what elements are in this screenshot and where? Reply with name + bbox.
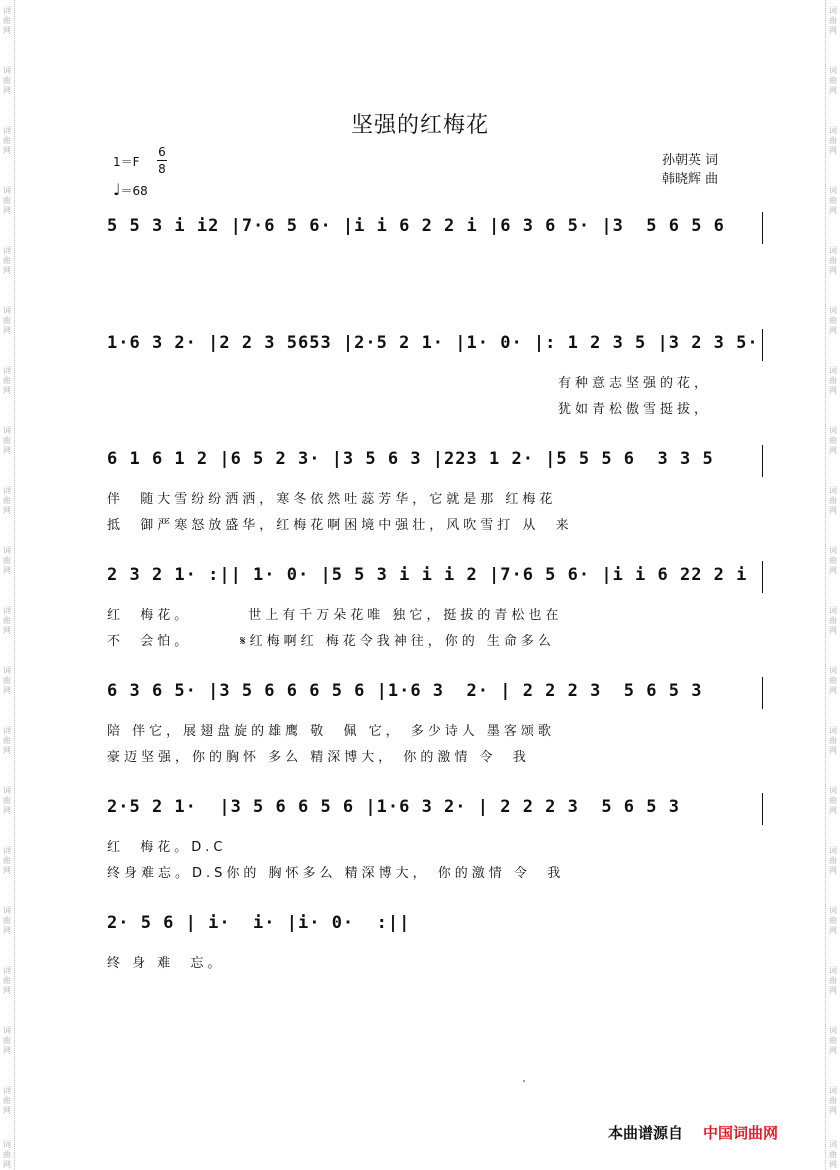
- watermark: 词曲网: [3, 666, 11, 695]
- watermark: 词曲网: [829, 786, 837, 815]
- watermark: 词曲网: [829, 246, 837, 275]
- lyric-line: 伴 随大雪纷纷洒洒，寒冬依然吐蕊芳华，它就是那 红梅花: [107, 492, 557, 507]
- watermark: 词曲网: [829, 186, 837, 215]
- notation-line: 1·6 3 2· |2 2 3 5653 |2·5 2 1· |1· 0· |: 1 2 3 5 |3 2 3 5·: [107, 333, 759, 353]
- site-brand-link[interactable]: 中国词曲网: [703, 1124, 779, 1142]
- source-label: 本曲谱源自: [608, 1124, 684, 1142]
- watermark: 词曲网: [3, 786, 11, 815]
- stray-dot: [523, 1080, 525, 1082]
- lyric-line: 红 梅花。D.C: [107, 840, 227, 855]
- watermark: 词曲网: [3, 846, 11, 875]
- watermark: 词曲网: [3, 966, 11, 995]
- watermark: 词曲网: [829, 426, 837, 455]
- barline: [762, 793, 763, 825]
- lyric-line: 终身难忘。D.S你的 胸怀多么 精深博大， 你的激情 令 我: [107, 866, 565, 881]
- lyric-line: 犹如青松傲雪挺拔，: [558, 402, 712, 417]
- notation-line: 6 1 6 1 2 |6 5 2 3· |3 5 6 3 |223 1 2· |5 5 5 6 3 3 5: [107, 449, 714, 469]
- watermark: 词曲网: [3, 186, 11, 215]
- time-signature: [157, 145, 167, 176]
- lyric-line: 红 梅花。 世上有千万朵花唯 独它，挺拔的青松也在: [107, 608, 563, 623]
- watermark: 词曲网: [829, 726, 837, 755]
- watermark: 词曲网: [3, 306, 11, 335]
- watermark: 词曲网: [3, 1140, 11, 1169]
- watermark: 词曲网: [829, 306, 837, 335]
- barline: [762, 445, 763, 477]
- watermark: 词曲网: [829, 966, 837, 995]
- lyric-line: 有种意志坚强的花，: [558, 376, 712, 391]
- watermark: 词曲网: [829, 366, 837, 395]
- lyric-line: 陪 伴它，展翅盘旋的雄鹰 敬 佩 它， 多少诗人 墨客颂歌: [107, 724, 555, 739]
- lyric-line: 终 身 难 忘。: [107, 956, 225, 971]
- notation-line: 2· 5 6 | i· i· |i· 0· :||: [107, 913, 411, 933]
- footer-source: [608, 1122, 778, 1143]
- watermark: 词曲网: [3, 486, 11, 515]
- watermark: 词曲网: [829, 486, 837, 515]
- lyricist-credit: 孙朝英 词: [662, 153, 719, 168]
- watermark: 词曲网: [829, 1140, 837, 1169]
- key-signature: 1＝F: [113, 155, 140, 169]
- tempo-marking: [113, 180, 148, 199]
- lyric-line: 不 会怕。 𝄋红梅啊红 梅花令我神往，你的 生命多么: [107, 634, 555, 649]
- composer-credit: 韩晓辉 曲: [662, 172, 719, 187]
- barline: [762, 677, 763, 709]
- watermark: 词曲网: [829, 546, 837, 575]
- notation-line: 5 5 3 i i2 |7·6 5 6· |i i 6 2 2 i |6 3 6 5· |3 5 6 5 6: [107, 216, 725, 236]
- left-margin-strip: [0, 0, 15, 1169]
- meter-top: 6: [158, 145, 166, 159]
- watermark: 词曲网: [3, 246, 11, 275]
- barline: [762, 561, 763, 593]
- watermark: 词曲网: [3, 66, 11, 95]
- song-title: 坚强的红梅花: [350, 113, 489, 138]
- meter-bottom: 8: [158, 162, 166, 176]
- barline: [762, 329, 763, 361]
- watermark: 词曲网: [3, 1086, 11, 1115]
- watermark: 词曲网: [829, 126, 837, 155]
- watermark: 词曲网: [829, 666, 837, 695]
- watermark: 词曲网: [829, 606, 837, 635]
- watermark: 词曲网: [829, 6, 837, 35]
- watermark: 词曲网: [829, 906, 837, 935]
- watermark: 词曲网: [3, 6, 11, 35]
- watermark: 词曲网: [3, 126, 11, 155]
- notation-line: 6 3 6 5· |3 5 6 6 6 5 6 |1·6 3 2· | 2 2 2 3 5 6 5 3: [107, 681, 703, 701]
- watermark: 词曲网: [829, 1086, 837, 1115]
- watermark: 词曲网: [829, 66, 837, 95]
- watermark: 词曲网: [3, 1026, 11, 1055]
- watermark: 词曲网: [3, 606, 11, 635]
- right-margin-strip: [825, 0, 840, 1169]
- notation-line: 2 3 2 1· :|| 1· 0· |5 5 3 i i i 2 |7·6 5 6· |i i 6 22 2 i: [107, 565, 748, 585]
- watermark: 词曲网: [3, 906, 11, 935]
- credits: [662, 151, 718, 189]
- tempo-value: ＝68: [120, 184, 148, 198]
- notation-line: 2·5 2 1· |3 5 6 6 5 6 |1·6 3 2· | 2 2 2 3 5 6 5 3: [107, 797, 680, 817]
- watermark: 词曲网: [829, 846, 837, 875]
- watermark: 词曲网: [3, 726, 11, 755]
- watermark: 词曲网: [3, 366, 11, 395]
- lyric-line: 豪迈坚强，你的胸怀 多么 精深博大， 你的激情 令 我: [107, 750, 530, 765]
- meter-divider: [157, 160, 167, 161]
- lyric-line: 抵 御严寒怒放盛华，红梅花啊困境中强壮，风吹雪打 从 来: [107, 518, 573, 533]
- watermark: 词曲网: [3, 546, 11, 575]
- quarter-note-icon: ♩: [113, 180, 121, 199]
- watermark: 词曲网: [3, 426, 11, 455]
- watermark: 词曲网: [829, 1026, 837, 1055]
- barline: [762, 212, 763, 244]
